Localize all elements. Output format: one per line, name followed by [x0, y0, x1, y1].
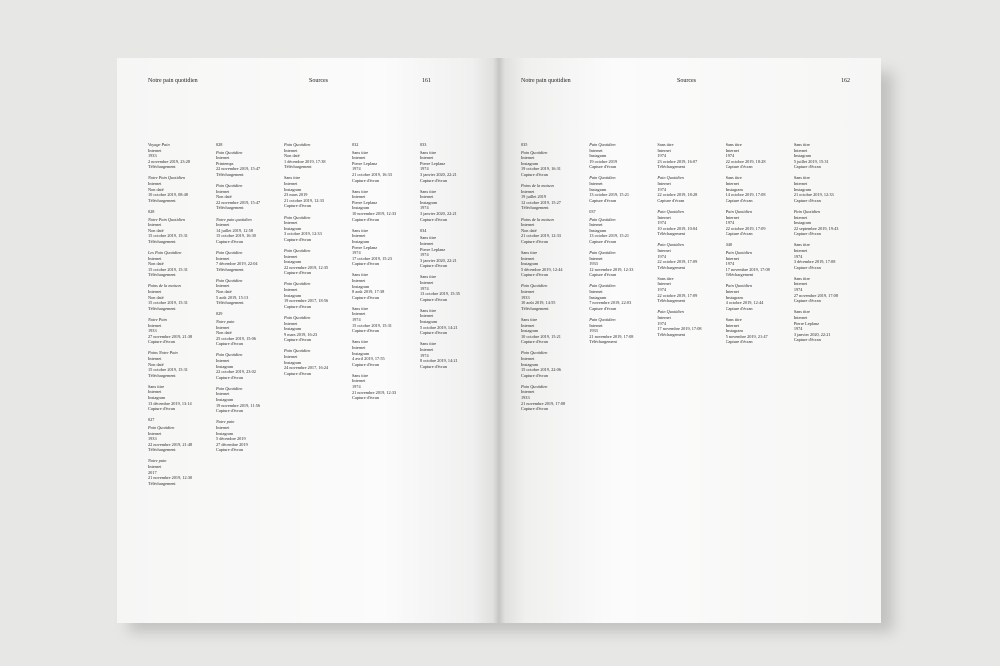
source-entry — [521, 250, 582, 278]
entry-body: Internet 19 juillet 2019 12 octobre 2019, 15:27 Téléchargement — [521, 188, 561, 211]
entry-body: Internet 14 juillet 2019, 12:58 15 octobre 2019, 16:30 Capture d'écran — [216, 222, 256, 244]
entry-body: Internet 1933 21 novembre 2019, 17:08 Capture d'écran — [521, 389, 566, 412]
entry-title: Pain Quotidien — [216, 183, 243, 189]
entry-body: Internet Non daté 15 octobre 2019, 15:31 Téléchargement — [148, 222, 188, 244]
entry-body: Sans titre Internet Instagram 1974 3 janvier 2020, 22:21 Capture d'écran — [420, 188, 457, 222]
entry-body: Sans titre Internet 1974 21 novembre 2019, 12:33 Capture d'écran — [352, 372, 397, 401]
source-entry — [794, 242, 855, 270]
entry-body: Internet 1933 27 novembre 2019, 21:38 Capture d'écran — [148, 322, 193, 345]
entry-title: Pain Quotidien — [284, 348, 311, 354]
entry-body: Internet Instagram 19 novembre 2019, 11:56 Capture d'écran — [216, 391, 260, 414]
source-column — [420, 142, 481, 603]
entry-body: Sans titre Internet Pierre Leplanz 1974 3 janvier 2020, 22:21 Capture d'écran — [793, 309, 831, 343]
source-entry — [352, 306, 413, 334]
entry-body: Sans titre Internet Pierre Leplanz 1974 3 janvier 2020, 22:21 Capture d'écran — [420, 235, 457, 269]
entry-title: Pains Notre Pain — [148, 350, 178, 356]
entry-number: 027 — [148, 417, 155, 423]
source-column — [657, 142, 718, 603]
entry-body: Internet Instagram 22 septembre 2019, 19:43 Capture d'écran — [793, 214, 839, 237]
source-entry — [352, 373, 413, 401]
entry-body: Sans titre Internet 1974 8 octobre 2019, 14:21 Capture d'écran — [420, 341, 458, 369]
source-entry — [284, 281, 345, 309]
source-entry — [726, 283, 787, 311]
source-entry — [420, 341, 481, 369]
left-section-title: Sources — [309, 78, 328, 84]
entry-body: Internet 1974 22 octobre 2019, 18:28 Capture d'écran — [657, 181, 698, 203]
entry-body: Sans titre Internet 1974 27 novembre 2019, 17:08 Capture d'écran — [793, 275, 838, 304]
entry-body: Internet Instagram 13 octobre 2019, 15:21 Capture d'écran — [589, 181, 630, 203]
entry-title: Notre pain quotidien — [216, 216, 252, 222]
entry-title: Pain Quotidien — [589, 250, 616, 255]
entry-body: Internet 2017 21 novembre 2019, 12:30 Téléchargement — [148, 464, 193, 486]
entry-title: Pain Quotidien — [216, 277, 243, 283]
entry-number: 032 — [352, 142, 359, 147]
source-entry — [284, 348, 345, 376]
entry-body: Sans titre Internet Instagram 14 octobre 2019, 17:08 Capture d'écran — [725, 175, 766, 203]
entry-title: Pain Quotidien — [521, 283, 548, 289]
entry-title: Pain Quotidien — [216, 352, 243, 358]
entry-title: Pain Quotidien — [284, 142, 311, 147]
source-entry — [216, 386, 277, 414]
entry-body: Internet Non daté 15 octobre 2019, 15:31 Téléchargement — [148, 289, 188, 311]
source-entry — [521, 142, 582, 178]
entry-body: Internet Instagram 7 novembre 2019, 22:03 Capture d'écran — [589, 289, 632, 311]
source-entry — [521, 350, 582, 378]
source-entry — [589, 209, 650, 245]
source-entry — [794, 142, 855, 170]
entry-number: 028 — [148, 208, 155, 214]
entry-title: Pain Quotidien — [284, 248, 311, 253]
entry-body: Sans titre Internet 1974 22 octobre 2019, 18:28 Capture d'écran — [725, 142, 766, 170]
entry-body: Internet 1933 12 novembre 2019, 12:33 Capture d'écran — [589, 255, 634, 278]
entry-title: Pain Quotidien — [793, 208, 821, 214]
entry-title: Pain Quotidien — [657, 242, 684, 248]
source-column — [589, 142, 650, 603]
entry-body: Internet Instagram 24 novembre 2017, 16:24 Capture d'écran — [284, 354, 329, 376]
entry-number: 029 — [216, 311, 223, 317]
entry-body: Internet Non daté 21 octobre 2019, 12:33 Capture d'écran — [521, 222, 561, 244]
entry-body: Sans titre Internet Instagram 4 avril 2019, 17:55 Capture d'écran — [352, 339, 385, 367]
entry-title: Pain Quotidien — [589, 142, 616, 147]
entry-title: Pain Quotidien — [521, 149, 548, 155]
entry-body: Internet 1933 10 août 2019, 14:55 Téléchargement — [521, 289, 556, 311]
entry-title: Pain Quotidien — [216, 149, 243, 155]
book-spread — [117, 58, 881, 623]
source-entry — [420, 308, 481, 336]
entry-title: Pains de la maison — [148, 283, 181, 289]
source-entry — [148, 384, 209, 412]
entry-body: Internet Instagram 5 décembre 2019 27 décembre 2019 Capture d'écran — [216, 424, 248, 453]
source-entry — [216, 419, 277, 453]
entry-title: Les Pain Quotidien — [148, 250, 182, 255]
entry-body: Sans titre Internet Instagram 5 octobre 2019, 14:21 Capture d'écran — [420, 307, 458, 336]
source-entry — [794, 209, 855, 237]
entry-body: Internet Non daté 22 novembre 2019, 15:47 Téléchargement — [216, 188, 261, 211]
entry-title: Notre Pain Quotidien — [148, 175, 186, 181]
entry-title: Notre Pain Quotidien — [148, 216, 186, 222]
right-columns — [521, 142, 855, 603]
entry-title: Pain Quotidien — [589, 216, 616, 222]
entry-body: Sans titre Internet 1974 3 décembre 2019, 17:08 Capture d'écran — [793, 242, 836, 270]
entry-title: Pain Quotidien — [657, 175, 684, 181]
entry-body: Sans titre Internet Pierre Leplanz 1974 21 octobre 2019, 16:33 Capture d'écran — [352, 149, 392, 183]
entry-body: Internet 1974 22 octobre 2019, 17:09 Capture d'écran — [725, 214, 766, 237]
entry-body: Internet Non daté 5 août 2019, 15:13 Téléchargement — [216, 283, 249, 306]
source-entry — [794, 309, 855, 343]
source-entry — [352, 339, 413, 367]
entry-body: Sans titre Internet Instagram 5 juillet 2019, 15:31 Capture d'écran — [793, 142, 829, 170]
entry-body: Internet Instagram 13 octobre 2019, 15:21 Capture d'écran — [589, 222, 630, 244]
entry-title: Pain Quotidien — [589, 283, 616, 289]
entry-body: Sans titre Internet 1974 15 octobre 2019, 15:31 Capture d'écran — [352, 305, 392, 334]
entry-body: Sans titre Internet 1974 22 octobre 2019, 17:09 Téléchargement — [657, 275, 698, 304]
source-entry — [148, 209, 209, 245]
source-entry — [726, 317, 787, 345]
entry-body: Sans titre Internet 1974 13 octobre 2019, 15:35 Capture d'écran — [420, 274, 460, 302]
right-page-number: 162 — [841, 78, 850, 84]
entry-body: Sans titre Internet 1974 23 octobre 2019, 16:07 Téléchargement — [657, 142, 698, 170]
entry-body: Internet 1933 2 novembre 2019, 23:28 Téléchargement — [148, 147, 191, 170]
entry-body: Internet Non daté 1 décembre 2019, 17:38 Téléchargement — [284, 147, 326, 170]
entry-title: Notre pain — [216, 318, 235, 324]
left-columns — [148, 142, 481, 603]
entry-body: Sans titre Internet Instagram 5 novembre 2019, 21:47 Capture d'écran — [725, 316, 768, 345]
entry-number: 037 — [589, 208, 596, 214]
source-entry — [589, 283, 650, 311]
source-entry — [657, 209, 718, 237]
entry-number: 033 — [420, 142, 427, 147]
source-entry — [657, 242, 718, 270]
left-running-head: Notre pain quotidien — [148, 78, 198, 84]
source-entry — [521, 384, 582, 412]
entry-body: Internet Instagram 3 octobre 2019, 12:33 Capture d'écran — [284, 220, 322, 242]
source-column — [794, 142, 855, 603]
source-entry — [589, 142, 650, 170]
entry-body: Internet 1933 22 novembre 2019, 21:48 Téléchargement — [148, 430, 193, 453]
entry-title: Pain Quotidien — [657, 208, 684, 214]
entry-title: Pain Quotidien — [284, 314, 311, 320]
right-section-title: Sources — [677, 78, 696, 84]
entry-body: Sans titre Internet Pierre Leplanz 1974 3 janvier 2020, 22:21 Capture d'écran — [420, 149, 457, 183]
source-entry — [726, 142, 787, 170]
entry-body: Internet Instagram 19 octobre 2019, 16:31 Capture d'écran — [521, 155, 561, 177]
source-entry — [216, 183, 277, 211]
entry-body: Internet Instagram 4 octobre 2019, 12:44 Capture d'écran — [725, 289, 764, 311]
entry-body: Sans titre Internet Instagram 23 mars 2019 21 octobre 2019, 12:33 Capture d'écran — [284, 175, 324, 209]
source-entry — [148, 250, 209, 278]
right-page — [499, 58, 881, 623]
source-entry — [726, 209, 787, 237]
entry-title: Notre pain — [148, 458, 167, 464]
entry-body: Sans titre Internet Pierre Leplanz Instagram 10 novembre 2019, 12:33 Capture d'écran — [352, 188, 397, 222]
source-entry — [216, 217, 277, 245]
source-column — [216, 142, 277, 603]
source-entry — [216, 311, 277, 347]
source-entry — [216, 250, 277, 272]
source-entry — [284, 175, 345, 209]
source-entry — [420, 189, 481, 223]
source-entry — [589, 175, 650, 203]
source-entry — [148, 175, 209, 203]
entry-title: Pain Quotidien — [216, 385, 243, 391]
entry-title: Notre Pain — [148, 316, 167, 322]
entry-body: Internet Non daté 10 octobre 2019, 08:48 Téléchargement — [148, 181, 188, 203]
source-column — [521, 142, 582, 603]
entry-body: Sans titre Internet Instagram 13 décembre 2019, 13:14 Capture d'écran — [148, 383, 192, 412]
entry-title: Pain Quotidien — [725, 283, 752, 289]
source-entry — [148, 317, 209, 345]
left-page — [117, 58, 499, 623]
entry-body: Internet Instagram 19 octobre 2019 Capture d'écran — [589, 147, 618, 170]
entry-body: Internet Instagram 22 octobre 2019, 23:02 Capture d'écran — [216, 358, 256, 380]
entry-body: Internet Non daté 15 octobre 2019, 15:31 Téléchargement — [148, 255, 188, 278]
entry-title: Pain Quotidien — [657, 309, 684, 315]
source-entry — [521, 183, 582, 211]
entry-number: 034 — [420, 227, 427, 233]
entry-body: Sans titre Internet Instagram 10 octobre 2019, 15:21 Capture d'écran — [521, 316, 561, 345]
source-entry — [352, 142, 413, 183]
source-entry — [352, 272, 413, 300]
entry-title: Pain Quotidien — [521, 350, 548, 356]
entry-body: Internet 1974 17 novembre 2019, 17:08 Téléchargement — [725, 255, 770, 278]
entry-title: Pain Quotidien — [725, 250, 752, 255]
entry-title: Pains de la maison — [521, 216, 554, 222]
entry-title: Pain Quotidien — [148, 424, 175, 430]
entry-body: Internet Instagram 15 octobre 2019, 22:06 Capture d'écran — [521, 356, 561, 378]
entry-body: Internet Instagram 9 mars 2019, 16:23 Capture d'écran — [284, 320, 318, 343]
entry-body: Sans titre Internet Instagram 8 août 2019, 17:38 Capture d'écran — [352, 272, 385, 300]
entry-body: Sans titre Internet Instagram 5 décembre 2019, 12:44 Capture d'écran — [521, 250, 563, 278]
source-entry — [352, 228, 413, 267]
source-entry — [284, 215, 345, 243]
source-entry — [148, 283, 209, 311]
source-column — [726, 142, 787, 603]
entry-number: 035 — [521, 142, 528, 147]
entry-title: Pain Quotidien — [216, 250, 243, 255]
entry-title: Pain Quotidien — [284, 281, 311, 287]
source-entry — [284, 248, 345, 276]
entry-title: Notre pain — [216, 419, 235, 425]
entry-body: Internet 1974 22 octobre 2019, 17:09 Téléchargement — [657, 248, 698, 270]
source-entry — [216, 278, 277, 306]
entry-title: Pain Quotidien — [589, 316, 616, 322]
entry-title: Pain Quotidien — [284, 214, 311, 220]
source-entry — [657, 309, 718, 337]
source-entry — [216, 142, 277, 178]
entry-number: 040 — [725, 242, 733, 248]
right-running-head: Notre pain quotidien — [521, 78, 571, 84]
entry-body: Sans titre Internet Instagram 21 octobre 2019, 12:33 Capture d'écran — [793, 175, 834, 203]
entry-title: Pain Quotidien — [521, 383, 548, 389]
entry-title: Pain Quotidien — [725, 208, 752, 214]
source-entry — [420, 142, 481, 183]
entry-body: Internet Printemps 22 novembre 2019, 15:47 Téléchargement — [216, 155, 261, 177]
source-column — [284, 142, 345, 603]
entry-body: Internet Instagram 22 novembre 2019, 12:35 Capture d'écran — [284, 253, 329, 276]
entry-body: Internet 1974 17 novembre 2019, 17:08 Téléchargement — [657, 314, 702, 337]
source-entry — [352, 189, 413, 223]
source-entry — [726, 242, 787, 278]
book-gutter — [493, 58, 505, 623]
source-entry — [657, 142, 718, 170]
source-entry — [794, 175, 855, 203]
source-column — [352, 142, 413, 603]
entry-title: Voyage Pain — [148, 142, 170, 147]
source-entry — [589, 317, 650, 345]
source-entry — [148, 350, 209, 378]
entry-body: Internet 7 décembre 2019, 22:04 Téléchargement — [216, 255, 258, 272]
entry-body: Internet Non daté 15 octobre 2019, 15:31 Téléchargement — [148, 356, 188, 378]
entry-number: 028 — [216, 142, 223, 147]
source-column — [148, 142, 209, 603]
entry-body: Sans titre Internet Instagram Pierre Leplanz 1974 17 octobre 2019, 15:23 Capture d'écran — [352, 227, 392, 267]
source-entry — [657, 276, 718, 304]
source-entry — [148, 142, 209, 170]
source-entry — [284, 315, 345, 343]
source-entry — [420, 228, 481, 269]
entry-title: Pains de la maison — [521, 183, 554, 189]
source-entry — [148, 458, 209, 486]
source-entry — [794, 276, 855, 304]
source-entry — [521, 217, 582, 245]
source-entry — [521, 317, 582, 345]
entry-body: Internet 1933 21 novembre 2019, 17:08 Téléchargement — [589, 322, 634, 345]
entry-body: Internet Non daté 25 octobre 2019, 15:06 Capture d'écran — [216, 324, 256, 347]
entry-title: Pain Quotidien — [589, 175, 616, 181]
source-entry — [148, 417, 209, 453]
entry-body: Internet 1974 10 octobre 2019, 10:04 Téléchargement — [657, 214, 698, 237]
source-entry — [521, 283, 582, 311]
source-entry — [726, 175, 787, 203]
source-entry — [216, 352, 277, 380]
source-entry — [657, 175, 718, 203]
source-entry — [589, 250, 650, 278]
left-page-number: 161 — [422, 78, 431, 84]
source-entry — [284, 142, 345, 170]
entry-body: Internet Instagram 19 novembre 2017, 18:56 Capture d'écran — [284, 287, 329, 309]
source-entry — [420, 274, 481, 302]
